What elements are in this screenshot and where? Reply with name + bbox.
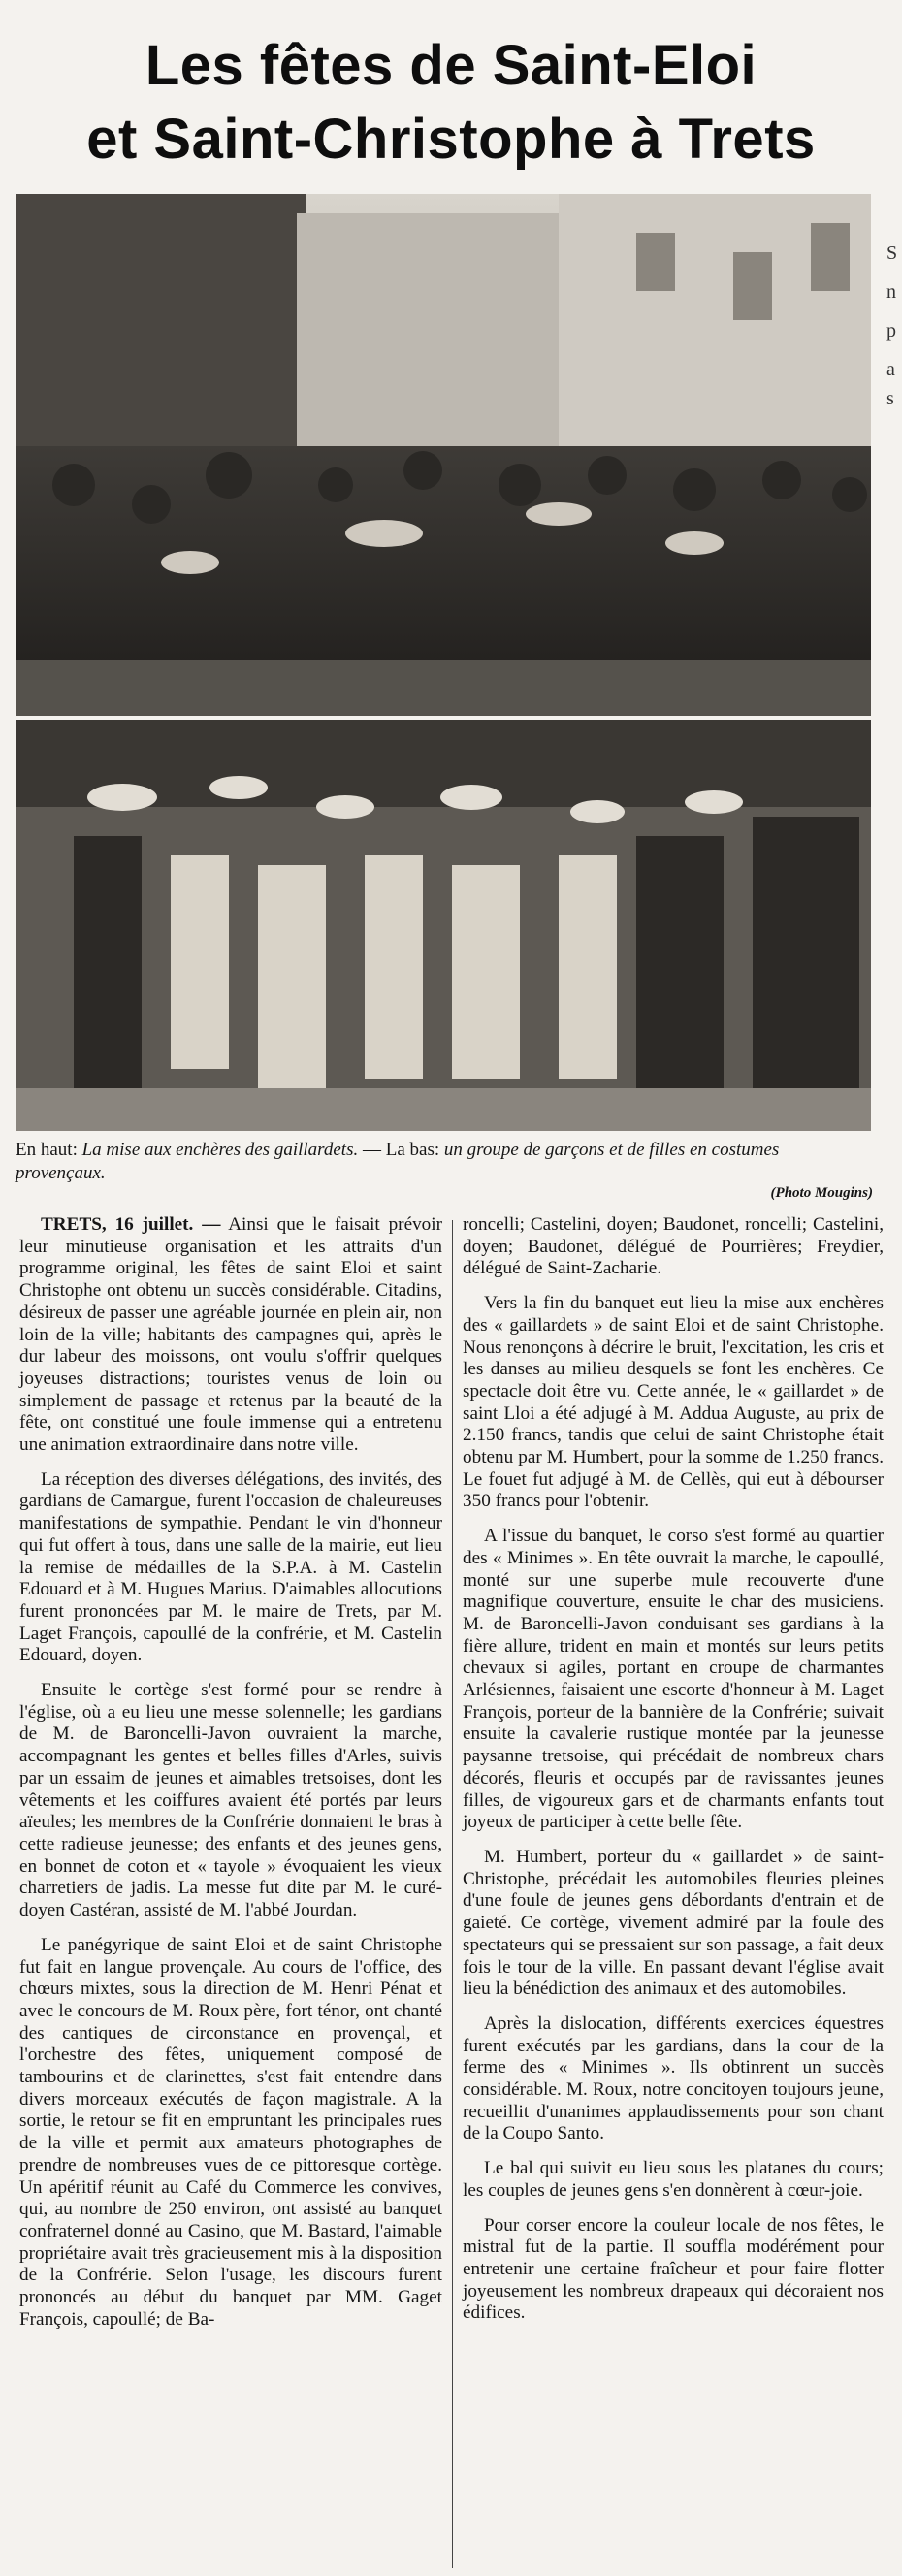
edge-text-fragment: n (886, 281, 896, 303)
paragraph: Le bal qui suivit eu lieu sous les platanes du cours; les couples de jeunes gens s'en donnèrent à cœur-joie. (463, 2158, 884, 2201)
paragraph: La réception des diverses délégations, des invités, des gardians de Camargue, furent l'occasion de chaleureuses manifestations de sympathie. Pendant le vin d'honneur qui fut offert à tous, dans une salle de la mairie, eut lieu la remise de médailles de la S.P.A. à M. Castelin Edouard et à M. Hugues Marius. D'aimables allocutions furent prononcées par M. le maire de Trets, par M. Laget François, capoullé de la confrérie, et M. Castelin Edouard, doyen. (19, 1468, 442, 1666)
paragraph-text: Ainsi que le faisait prévoir leur minutieuse organisation et les attraits d'un programme original, les fêtes de saint Eloi et saint Christophe ont obtenu un succès considérable. Citadins, désireux de passer une agréable journée en plein air, non loin de la ville; habitants des campagnes qui, après le dur labeur des moissons, ont voulu s'offrir quelques joyeuses distractions; touristes venus de loin ou simplement de passage et retenus par la beauté de la fête, ont constitué une foule immense qui a entretenu une animation extraordinaire dans notre ville. (19, 1214, 442, 1456)
paragraph: Vers la fin du banquet eut lieu la mise aux enchères des « gaillardets » de saint Eloi et de saint Christophe. Nous renonçons à décrire le bruit, l'excitation, les cris et les danses au milieu desquels se font les enchères. Ce spectacle doit être vu. Cette année, le « gaillardet » de saint Lloi a été adjugé à M. Addua Auguste, au prix de 2.150 francs, tandis que celui de saint Christophe était obtenu par M. Humbert, pour la somme de 1.250 francs. Le fouet fut adjugé à M. de Cellès, qui eut à débourser 350 francs pour l'obtenir. (463, 1293, 884, 1512)
paragraph: Ensuite le cortège s'est formé pour se rendre à l'église, où a eu lieu une messe solennelle; les gardians de M. de Baroncelli-Javon ouvraient la marche, accompagnant les gentes et belles filles d'Arles, suivis par un essaim de jeunes et aimables tretsoises, dont les vêtements et les coiffures avaient été portés par leurs aïeules; les membres de la Confrérie donnaient le bras à cette radieuse jeunesse; des enfants et des jeunes gens, en bonnet de coton et « tayole » évoquaient les vieux charretiers de jadis. La messe fut dite par M. le curé-doyen Castéran, assisté de M. l'abbé Jourdan. (19, 1680, 442, 1921)
caption-prefix-top: En haut: (16, 1140, 78, 1160)
title-line-2: et Saint-Christophe à Trets (86, 108, 816, 171)
caption-text-top: La mise aux enchères des gaillardets. (81, 1140, 359, 1160)
crowd-street-photo (16, 194, 871, 716)
edge-text-fragment: s (886, 388, 894, 409)
photo-caption (16, 1139, 871, 1185)
column-divider (452, 1220, 453, 2568)
paragraph: Pour corser encore la couleur locale de nos fêtes, le mistral fut de la partie. Il souffla modérément pour entretenir une certaine fraîcheur et pour faire flotter joyeusement les nombreux drapeaux qui décoraient nos édifices. (463, 2214, 884, 2324)
photo-credit: (Photo Mougins) (770, 1185, 873, 1201)
edge-text-fragment: a (886, 359, 895, 380)
photo-children-costumes (16, 720, 871, 1131)
paragraph: M. Humbert, porteur du « gaillardet » de saint-Christophe, précédait les automobiles fleuries pleines d'une foule de jeunes gens débordants d'entrain et de gaieté. Ce cortège, vivement admiré par la foule des spectateurs qui se pressaient sur son passage, a fait deux fois le tour de la ville. En passant devant l'église avait lieu la bénédiction des animaux et des automobiles. (463, 1846, 884, 2000)
caption-dash: — (358, 1140, 386, 1160)
caption-text-bottom: un groupe de garçons et de filles en costumes provençaux. (16, 1140, 780, 1183)
paragraph: Après la dislocation, différents exercices équestres furent exécutés par les gardians, dans la cour de la ferme des « Minimes ». Ils obtinrent un succès considérable. M. Roux, notre concitoyen toujours jeune, recueillit d'unanimes applaudissements pour son chant de la Coupo Santo. (463, 2012, 884, 2144)
paragraph (19, 1214, 442, 1457)
paragraph: roncelli; Castelini, doyen; Baudonet, roncelli; Castelini, doyen; Baudonet, délégué de Pourrières; Freydier, délégué de Saint-Zacharie. (463, 1214, 884, 1279)
photo-auction-gaillardets (16, 194, 871, 716)
edge-text-fragment: S (886, 242, 898, 264)
article-column-left (19, 1214, 442, 2343)
article-column-right (463, 1214, 884, 2337)
article-title (0, 0, 902, 177)
edge-text-fragment: p (886, 320, 896, 341)
dateline: TRETS, 16 juillet. — (41, 1214, 221, 1235)
caption-prefix-bottom: La bas: (385, 1140, 440, 1160)
children-group-photo (16, 720, 871, 1131)
paragraph: Le panégyrique de saint Eloi et de saint Christophe fut fait en langue provençale. Au cours de l'office, des chœurs mixtes, sous la direction de M. Henri Pénat et avec le concours de M. Roux père, fort ténor, ont chanté des cantiques de circonstance en provençal, et l'orchestre des fêtes, uniquement composé de tambourins et de clarinettes, s'est fait entendre dans divers morceaux exécutés de façon magistrale. A la sortie, le retour se fit en empruntant les principales rues de la ville et permit aux amateurs photographes de prendre de nombreuses vues de ce pittoresque cortège. Un apéritif réunit au Café du Commerce les convives, qui, au nombre de 250 environ, ont assisté au banquet confraternel donné au Casino, que M. Bastard, l'aimable propriétaire avait très gracieusement mis à la disposition de la Confrérie. Selon l'usage, les discours furent prononcés au début du banquet par MM. Gaget François, capoullé; de Ba- (19, 1934, 442, 2330)
paragraph: A l'issue du banquet, le corso s'est formé au quartier des « Minimes ». En tête ouvrait la marche, le capoullé, monté sur une superbe mule recouverte d'une magnifique couverture, ensuite le char des musiciens. M. de Baroncelli-Javon conduisant ses gardians à la fière allure, trident en main et montés sur leurs petits chevaux si agiles, portant en croupe de charmantes Arlésiennes, faisaient une escorte d'honneur à M. Laget François, porteur de la bannière de la Confrérie; suivait ensuite la cavalerie rustique montée par la jeunesse paysanne tretsoise, qui précédait de nombreux chars décorés, fleuris et occupés par de ravissantes jeunes filles, de vigoureux gars et de charmants enfants tout joyeux de participer à cette belle fête. (463, 1526, 884, 1833)
title-line-1: Les fêtes de Saint-Eloi (145, 34, 757, 97)
